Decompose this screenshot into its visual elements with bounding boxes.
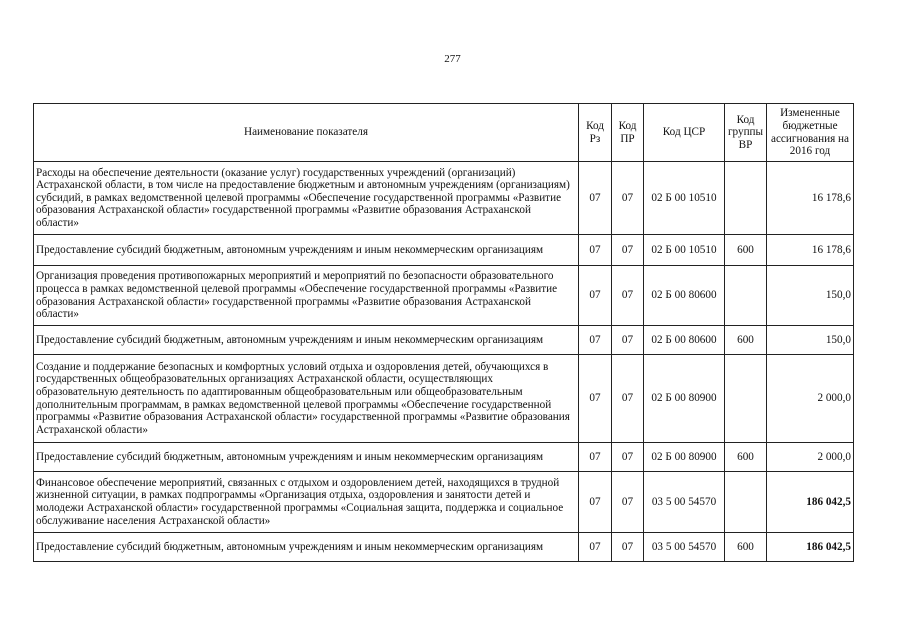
table-row — [34, 443, 854, 472]
budget-table — [33, 103, 854, 562]
row-rz: 07 — [579, 472, 612, 533]
row-name: Создание и поддержание безопасных и комфортных условий отдыха и оздоровления детей, обучающихся в государственных общеобразовательных организациях Астраханской области, осуществляющих образовательную деятельность по адаптированным общеобразовательным или общеобразовательным дополнительным программам, в рамках ведомственной целевой программы «Обеспечение государственной программы «Развитие образования Астраханской области» государственной программы «Развитие образования Астраханской области» — [34, 355, 579, 443]
row-csr: 02 Б 00 80900 — [644, 443, 725, 472]
row-vr — [725, 355, 767, 443]
row-csr: 02 Б 00 10510 — [644, 162, 725, 235]
row-pr: 07 — [612, 266, 644, 326]
row-amount: 16 178,6 — [767, 162, 854, 235]
row-vr — [725, 266, 767, 326]
row-vr: 600 — [725, 443, 767, 472]
row-csr: 03 5 00 54570 — [644, 533, 725, 562]
row-name: Организация проведения противопожарных мероприятий и мероприятий по безопасности образовательного процесса в рамках ведомственной целевой программы «Обеспечение государственной программы «Развитие образования Астраханской области» государственной программы «Развитие образования Астраханской области» — [34, 266, 579, 326]
table-row — [34, 533, 854, 562]
page-number: 277 — [444, 53, 461, 65]
header-pr: Код ПР — [612, 104, 644, 162]
row-name: Предоставление субсидий бюджетным, автономным учреждениям и иным некоммерческим организациям — [34, 443, 579, 472]
table-row — [34, 235, 854, 266]
row-pr: 07 — [612, 533, 644, 562]
table-header-row — [34, 104, 854, 162]
row-amount: 186 042,5 — [767, 472, 854, 533]
row-pr: 07 — [612, 443, 644, 472]
row-amount: 150,0 — [767, 326, 854, 355]
row-csr: 02 Б 00 80900 — [644, 355, 725, 443]
table-row — [34, 355, 854, 443]
row-name: Предоставление субсидий бюджетным, автономным учреждениям и иным некоммерческим организациям — [34, 326, 579, 355]
row-rz: 07 — [579, 355, 612, 443]
row-vr: 600 — [725, 235, 767, 266]
row-vr: 600 — [725, 533, 767, 562]
table-row — [34, 266, 854, 326]
header-amount: Измененные бюджетные ассигнования на 2016 год — [767, 104, 854, 162]
row-amount: 186 042,5 — [767, 533, 854, 562]
row-pr: 07 — [612, 355, 644, 443]
row-amount: 2 000,0 — [767, 355, 854, 443]
row-name: Предоставление субсидий бюджетным, автономным учреждениям и иным некоммерческим организациям — [34, 533, 579, 562]
row-name: Расходы на обеспечение деятельности (оказание услуг) государственных учреждений (организаций) Астраханской области, в том числе на предоставление бюджетным и автономным учреждениям (организациям) субсидий, в рамках ведомственной целевой программы «Обеспечение государственной программы «Развитие образования Астраханской области» государственной программы «Развитие образования Астраханской области» — [34, 162, 579, 235]
row-name: Предоставление субсидий бюджетным, автономным учреждениям и иным некоммерческим организациям — [34, 235, 579, 266]
row-rz: 07 — [579, 162, 612, 235]
table-row — [34, 326, 854, 355]
row-pr: 07 — [612, 162, 644, 235]
row-rz: 07 — [579, 235, 612, 266]
row-vr: 600 — [725, 326, 767, 355]
header-name: Наименование показателя — [34, 104, 579, 162]
table-row — [34, 162, 854, 235]
row-csr: 02 Б 00 80600 — [644, 326, 725, 355]
row-csr: 02 Б 00 80600 — [644, 266, 725, 326]
row-csr: 03 5 00 54570 — [644, 472, 725, 533]
row-rz: 07 — [579, 326, 612, 355]
row-rz: 07 — [579, 533, 612, 562]
header-vr: Код группы ВР — [725, 104, 767, 162]
row-pr: 07 — [612, 326, 644, 355]
row-amount: 16 178,6 — [767, 235, 854, 266]
row-rz: 07 — [579, 266, 612, 326]
row-vr — [725, 162, 767, 235]
row-pr: 07 — [612, 472, 644, 533]
table-row — [34, 472, 854, 533]
header-rz: Код Рз — [579, 104, 612, 162]
header-csr: Код ЦСР — [644, 104, 725, 162]
row-vr — [725, 472, 767, 533]
row-pr: 07 — [612, 235, 644, 266]
row-rz: 07 — [579, 443, 612, 472]
row-csr: 02 Б 00 10510 — [644, 235, 725, 266]
row-name: Финансовое обеспечение мероприятий, связанных с отдыхом и оздоровлением детей, находящихся в трудной жизненной ситуации, в рамках подпрограммы «Организация отдыха, оздоровления и занятости детей и молодежи Астраханской области» государственной программы «Социальная защита, поддержка и социальное обслуживание населения Астраханской области» — [34, 472, 579, 533]
row-amount: 2 000,0 — [767, 443, 854, 472]
row-amount: 150,0 — [767, 266, 854, 326]
